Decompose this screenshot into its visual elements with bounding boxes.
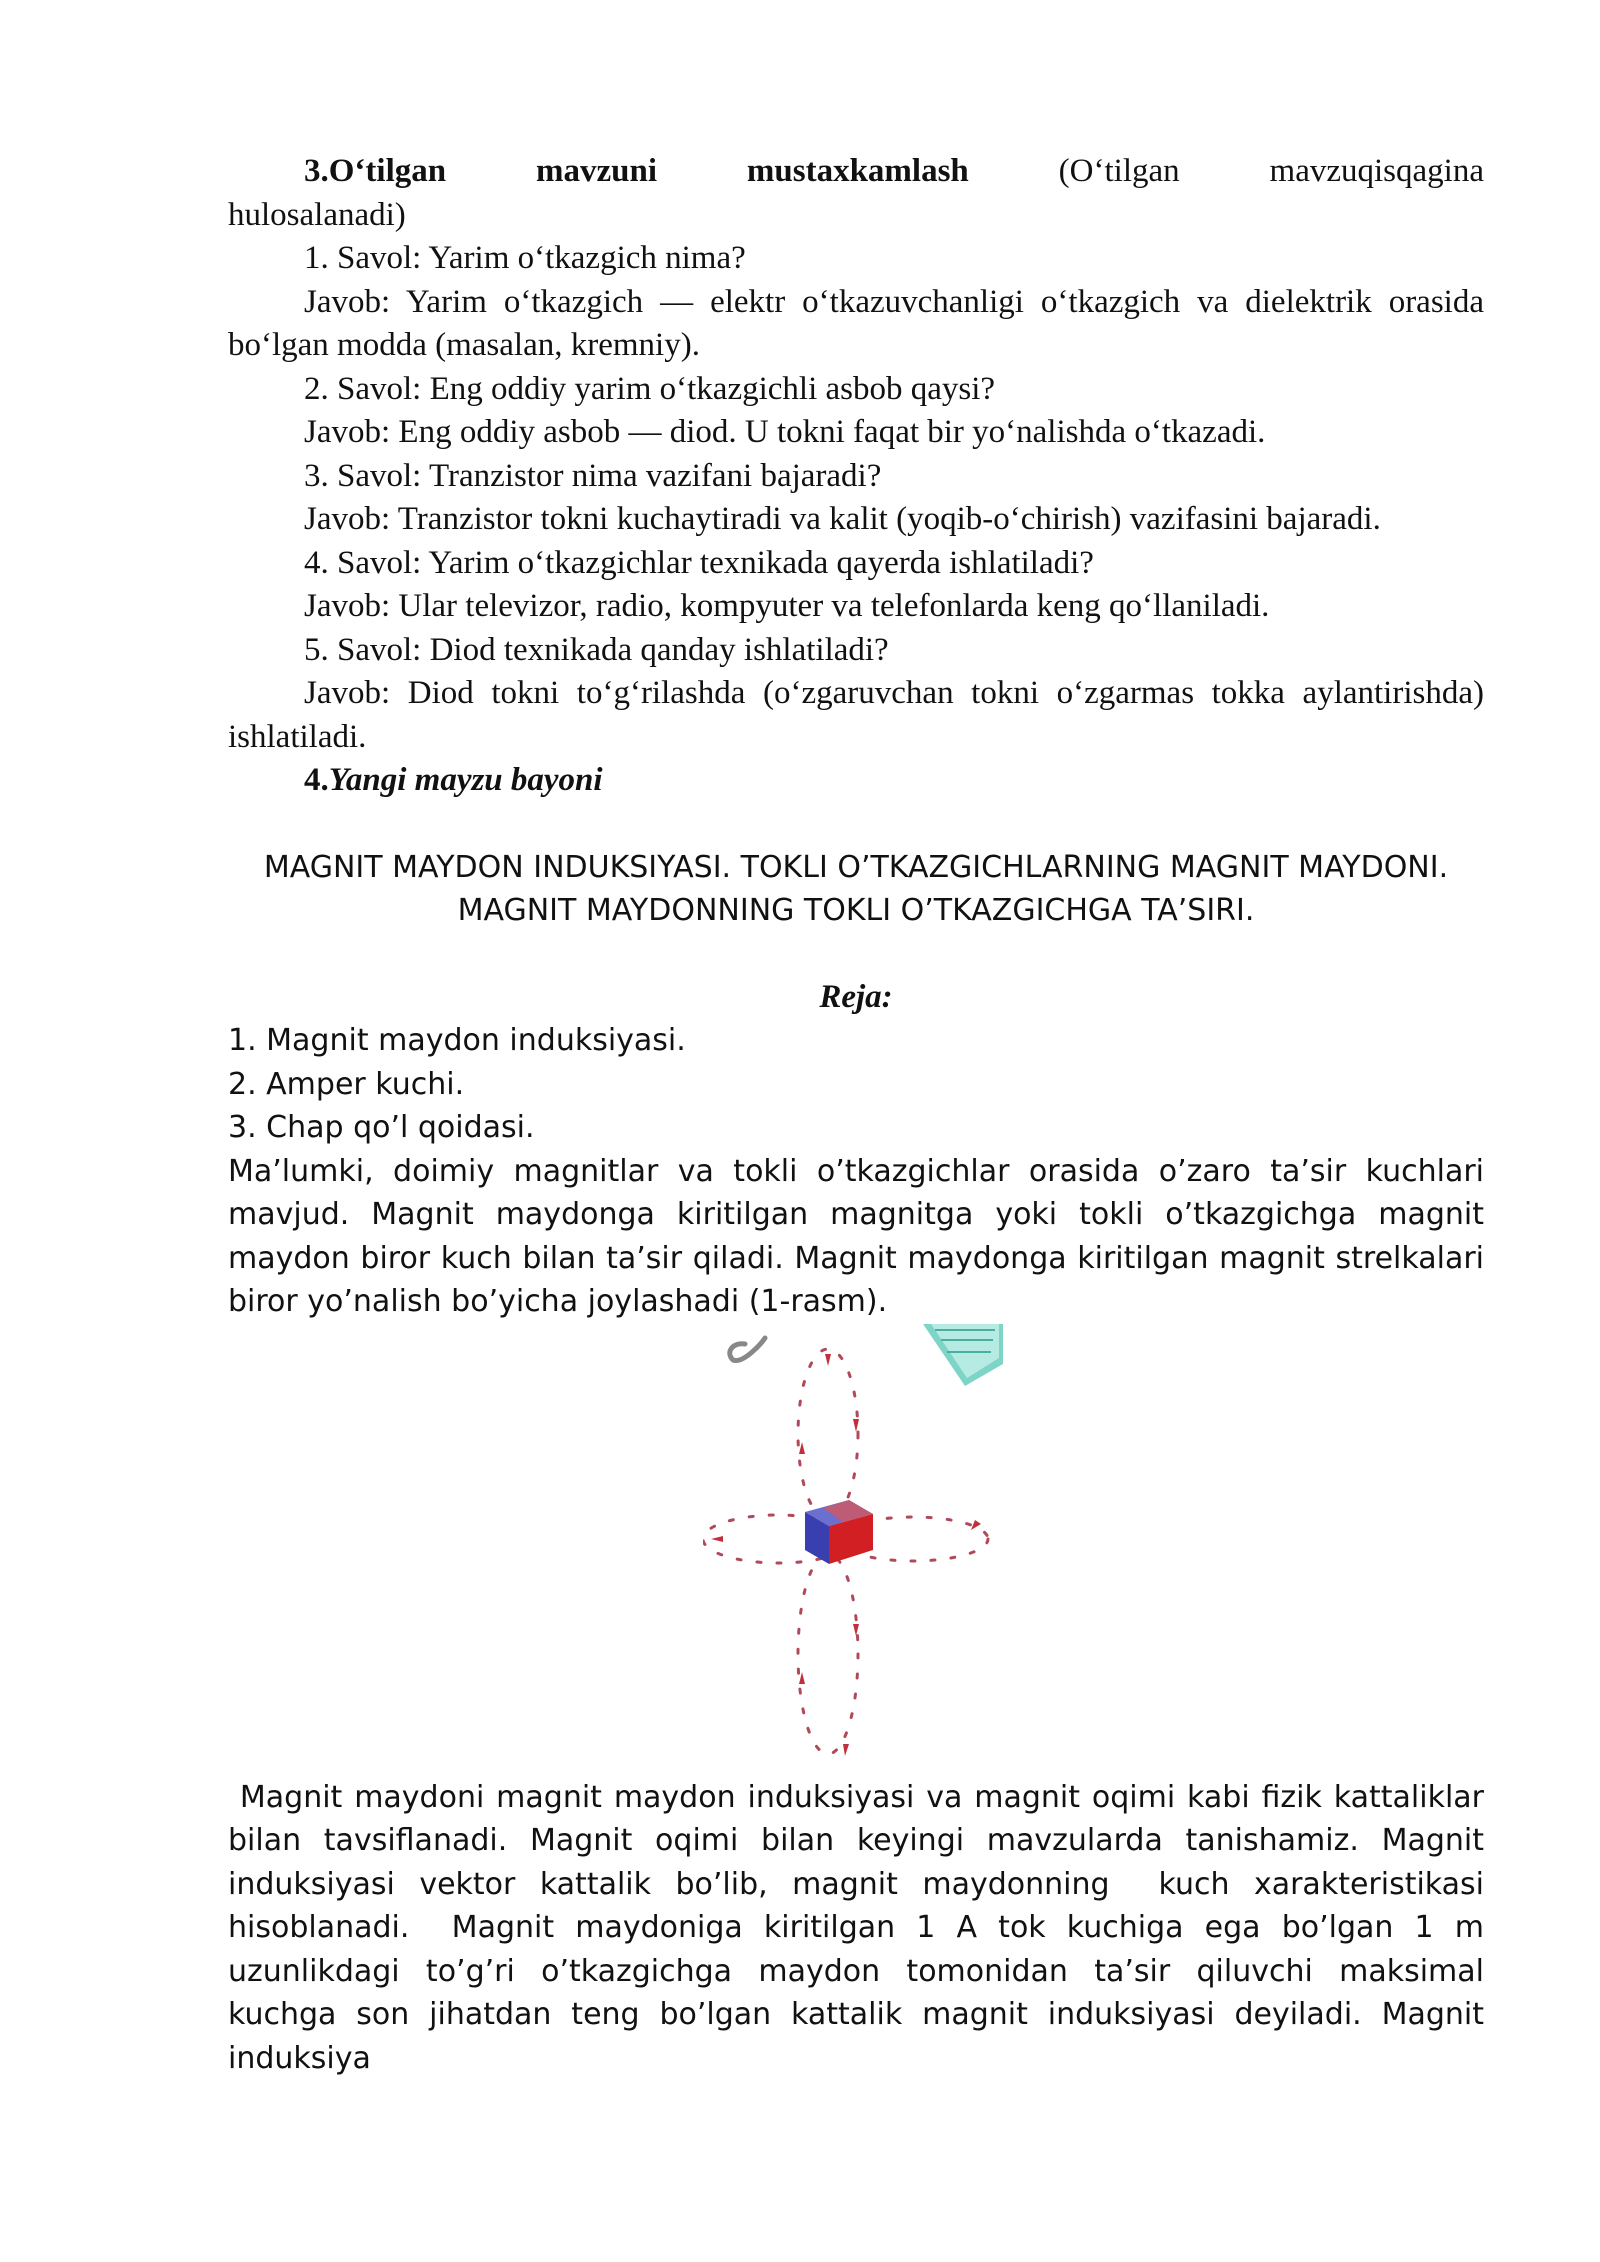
plan-item: 1. Magnit maydon induksiyasi. bbox=[228, 1023, 686, 1058]
section-3-continuation: hulosalanadi) bbox=[228, 196, 406, 233]
section-3-word: mustaxkamlash bbox=[746, 153, 969, 189]
plan-item: 2. Amper kuchi. bbox=[228, 1066, 465, 1102]
section-3-number-title: 3.O‘tilgan bbox=[304, 153, 447, 189]
plan-item: 3. Chap qo’l qoidasi. bbox=[228, 1110, 535, 1145]
lesson-heading-line-2: MAGNIT MAYDONNING TOKLI O’TKAZGICHGA TA’SIRI. bbox=[457, 893, 1255, 928]
plan-title: Reja: bbox=[819, 978, 893, 1015]
section-3-title bbox=[228, 150, 1484, 194]
question: 4. Savol: Yarim o‘tkazgichlar texnikada qayerda ishlatiladi? bbox=[304, 544, 1094, 581]
question: 1. Savol: Yarim o‘tkazgich nima? bbox=[304, 240, 746, 276]
section-3-paren: (O‘tilgan bbox=[1058, 153, 1180, 189]
question: 3. Savol: Tranzistor nima vazifani bajaradi? bbox=[304, 457, 882, 494]
figure-1 bbox=[228, 1324, 1484, 1776]
section-4-heading: Yangi mayzu bayoni bbox=[328, 762, 603, 798]
magnet-field-illustration-icon bbox=[703, 1324, 1003, 1776]
section-4-number: 4. bbox=[304, 762, 329, 798]
question: 5. Savol: Diod texnikada qanday ishlatiladi? bbox=[304, 631, 889, 668]
intro-paragraph: Ma’lumki, doimiy magnitlar va tokli o’tkazgichlar orasida o’zaro ta’sir kuchlari mavjud. Magnit maydonga kiritilgan magnitga yoki tokli o’tkazgichga magnit maydon biror kuch bilan ta’sir qiladi. Magnit maydonga kiritilgan magnit strelkalari biror yo’nalish bo’yicha joylashadi (1-rasm). bbox=[228, 1153, 1484, 1319]
section-3-paren: mavzuqisqagina bbox=[1269, 153, 1484, 189]
question: 2. Savol: Eng oddiy yarim o‘tkazgichli asbob qaysi? bbox=[304, 370, 996, 407]
document-page bbox=[228, 150, 1494, 2080]
section-4-title bbox=[228, 759, 1484, 803]
answer: Javob: Yarim o‘tkazgich — elektr o‘tkazuvchanligi o‘tkazgich va dielektrik orasida bo‘lgan modda (masalan, kremniy). bbox=[228, 283, 1484, 363]
body-paragraph: Magnit maydoni magnit maydon induksiyasi va magnit oqimi kabi fizik kattaliklar bilan tavsiflanadi. Magnit oqimi bilan keyingi mavzularda tanishamiz. Magnit induksiyasi vektor kattalik bo’lib, magnit maydonning kuch xarakteristikasi hisoblanadi. Magnit maydoniga kiritilgan 1 A tok kuchiga ega bo’lgan 1 m uzunlikdagi to’g’ri o’tkazgichga maydon tomonidan ta’sir qiluvchi maksimal kuchga son jihatdan teng bo’lgan kattalik magnit induksiyasi deyiladi. Magnit induksiya bbox=[228, 1779, 1494, 2076]
answer: Javob: Diod tokni to‘g‘rilashda (o‘zgaruvchan tokni o‘zgarmas tokka aylantirishda) ishlatiladi. bbox=[228, 675, 1484, 755]
answer: Javob: Eng oddiy asbob — diod. U tokni faqat bir yo‘nalishda o‘tkazadi. bbox=[304, 414, 1266, 450]
answer: Javob: Tranzistor tokni kuchaytiradi va kalit (yoqib-o‘chirish) vazifasini bajaradi. bbox=[304, 501, 1381, 537]
section-3-word: mavzuni bbox=[535, 153, 657, 189]
answer: Javob: Ular televizor, radio, kompyuter va telefonlarda keng qo‘llaniladi. bbox=[304, 588, 1270, 624]
lesson-heading-line-1: MAGNIT MAYDON INDUKSIYASI. TOKLI O’TKAZGICHLARNING MAGNIT MAYDONI. bbox=[263, 849, 1449, 885]
